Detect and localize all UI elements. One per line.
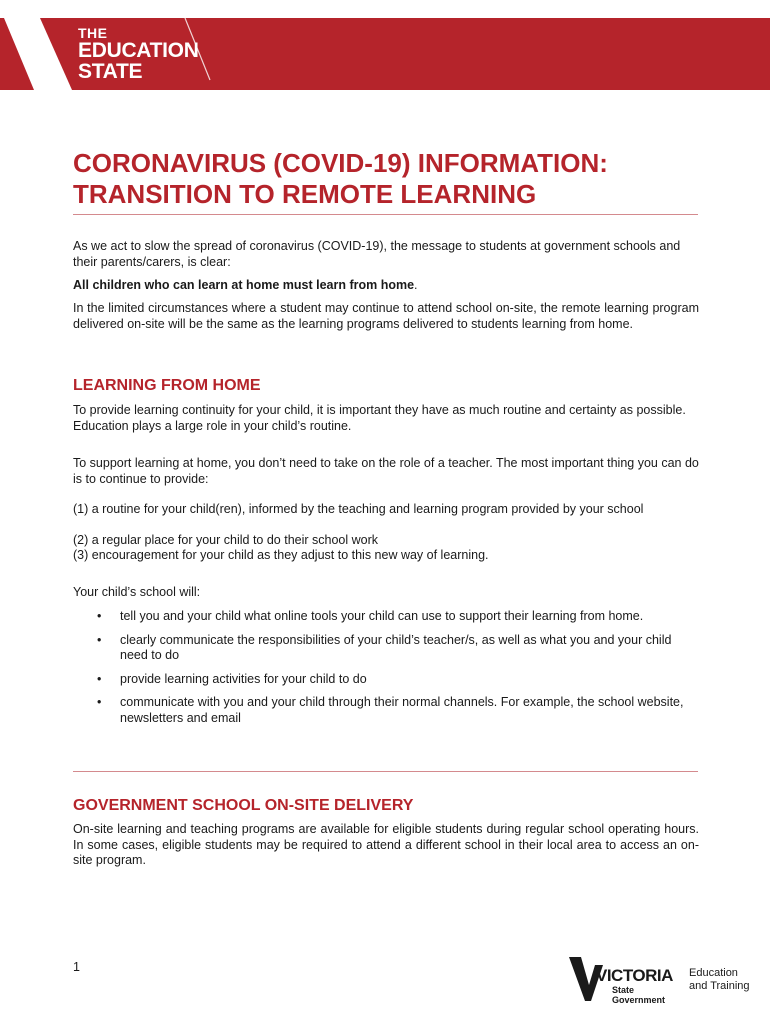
- list-item: [73, 695, 699, 726]
- school-will-list: [73, 609, 699, 734]
- section2-paragraph-1: On-site learning and teaching programs are available for eligible students during regular school operating hours. In some cases, eligible students may be required to attend a different school in their local area to access an on-site program.: [73, 822, 699, 867]
- intro-key-message-end: .: [414, 278, 418, 292]
- intro-paragraph-3: In the limited circumstances where a student may continue to attend school on-site, the remote learning program delivered on-site will be the same as the learning programs delivered to students learning from home.: [73, 301, 699, 331]
- bullet-icon: •: [97, 609, 102, 623]
- education-state-logo: [78, 26, 199, 82]
- intro-paragraph-2: [73, 278, 699, 294]
- intro-paragraph-1: As we act to slow the spread of coronavirus (COVID-19), the message to students at government schools and their parents/carers, is clear:: [73, 239, 681, 269]
- bullet-icon: •: [97, 695, 102, 709]
- bullet-text: clearly communicate the responsibilities of your child’s teacher/s, as well as what you and your child need to do: [120, 632, 672, 662]
- section-divider: [73, 771, 698, 772]
- provide-list-item-3: (3) encouragement for your child as they adjust to this new way of learning.: [73, 548, 489, 562]
- bullet-text: tell you and your child what online tools your child can use to support their learning from home.: [120, 609, 644, 623]
- bullet-text: communicate with you and your child through their normal channels. For example, the school website, newsletters and email: [120, 695, 684, 725]
- bullet-icon: •: [97, 632, 102, 647]
- provide-list-item-2: (2) a regular place for your child to do their school work: [73, 533, 379, 547]
- logo-line-2: EDUCATION: [78, 39, 199, 62]
- department-label: [689, 967, 750, 993]
- section-heading-onsite-delivery: GOVERNMENT SCHOOL ON-SITE DELIVERY: [73, 797, 414, 814]
- bullet-text: provide learning activities for your child to do: [120, 671, 367, 686]
- page-number: 1: [73, 960, 80, 974]
- section1-paragraph-2: To support learning at home, you don’t need to take on the role of a teacher. The most important thing you can do is to continue to provide:: [73, 456, 699, 486]
- logo-line-1: THE: [78, 25, 108, 41]
- state-line-2: Government: [612, 995, 666, 1005]
- intro-key-message: All children who can learn at home must learn from home: [73, 278, 415, 292]
- provide-list-item-1: (1) a routine for your child(ren), informed by the teaching and learning program provided by your school: [73, 502, 644, 516]
- bullet-icon: •: [97, 671, 102, 686]
- list-item: [73, 672, 699, 688]
- dept-line-2: and Training: [689, 980, 750, 992]
- school-will-intro: Your child’s school will:: [73, 585, 201, 599]
- victoria-wordmark: VICTORIA: [596, 966, 673, 985]
- section1-paragraph-1: To provide learning continuity for your child, it is important they have as much routine and certainty as possible. Education plays a large role in your child’s routine.: [73, 403, 686, 433]
- logo-line-3: STATE: [78, 60, 143, 83]
- page-title: CORONAVIRUS (COVID-19) INFORMATION: TRANSITION TO REMOTE LEARNING: [73, 148, 608, 209]
- state-government-label: [612, 985, 665, 1005]
- state-line-1: State: [612, 985, 635, 995]
- dept-line-1: Education: [689, 967, 738, 979]
- list-item: [73, 633, 699, 664]
- section-heading-learning-from-home: LEARNING FROM HOME: [73, 377, 261, 394]
- title-divider: [73, 214, 698, 215]
- list-item: [73, 609, 699, 625]
